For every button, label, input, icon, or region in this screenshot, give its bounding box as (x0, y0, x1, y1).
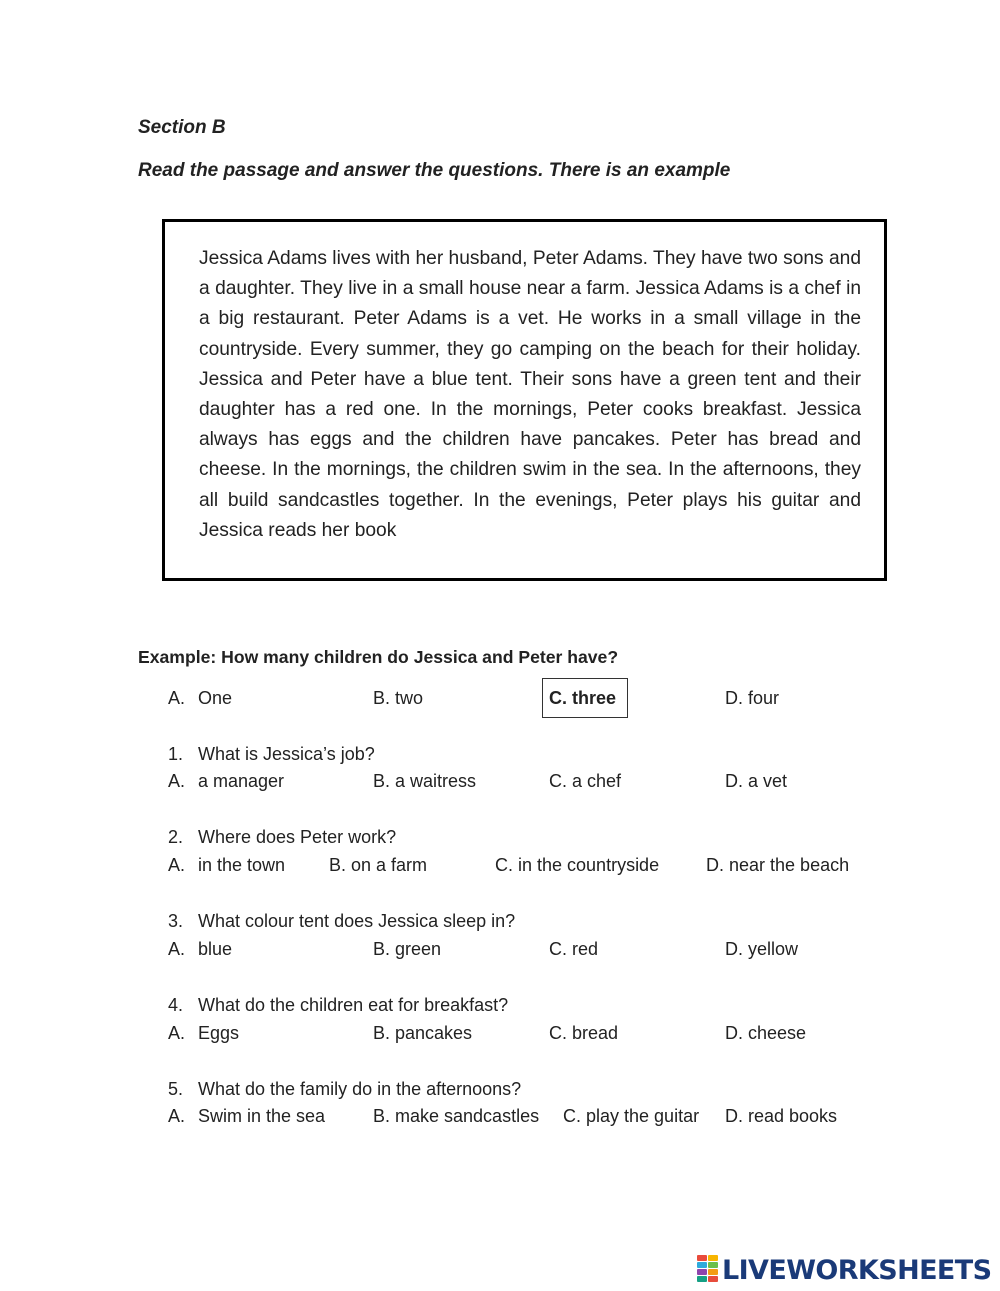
option-letter: A. (168, 688, 186, 708)
passage-box (162, 219, 887, 581)
example-option-c[interactable]: C. three (549, 688, 617, 708)
q4-option-c[interactable]: C. bread (549, 1023, 619, 1043)
logo-block (697, 1269, 707, 1275)
q1-option-b[interactable]: B. a waitress (373, 771, 477, 791)
option-letter: A. (168, 1106, 186, 1126)
q4-option-a[interactable] (168, 1023, 239, 1044)
q3-option-c[interactable]: C. red (549, 939, 599, 959)
logo-block (708, 1269, 718, 1275)
question-text: What do the children eat for breakfast? (198, 995, 509, 1015)
question-text: What do the family do in the afternoons? (198, 1079, 522, 1099)
logo-block (697, 1255, 707, 1261)
q5-option-d[interactable]: D. read books (725, 1106, 838, 1126)
q3-option-d[interactable]: D. yellow (725, 939, 799, 959)
question-2 (168, 827, 396, 848)
q3-option-a[interactable] (168, 939, 232, 960)
section-title: Section B (138, 117, 226, 138)
question-number: 2. (168, 827, 184, 847)
question-3 (168, 911, 515, 932)
logo-block (708, 1262, 718, 1268)
q2-option-d[interactable]: D. near the beach (706, 855, 850, 875)
liveworksheets-logo-icon (697, 1255, 719, 1285)
logo-block (697, 1262, 707, 1268)
passage-text: Jessica Adams lives with her husband, Peter Adams. They have two sons and a daughter. They live in a small house near a farm. Jessica Adams is a chef in a big restaurant. Peter Adams is a vet. He works in a small village in the countryside. Every summer, they go camping on the beach for their holiday. Jessica and Peter have a blue tent. Their sons have a green tent and their daughter has a red one. In the mornings, Peter cooks breakfast. Jessica always has eggs and the children have pancakes. Peter has bread and cheese. In the mornings, the children swim in the sea. In the afternoons, they all build sandcastles together. In the evenings, Peter plays his guitar and Jessica reads her book (199, 248, 861, 541)
logo-text: LIVEWORKSHEETS (722, 1254, 992, 1286)
example-option-d[interactable]: D. four (725, 688, 780, 708)
question-number: 1. (168, 744, 184, 764)
option-letter: A. (168, 855, 186, 875)
q2-option-c[interactable]: C. in the countryside (495, 855, 660, 875)
option-letter: A. (168, 939, 186, 959)
example-option-b[interactable]: B. two (373, 688, 424, 708)
option-text: Eggs (198, 1023, 240, 1043)
question-number: 4. (168, 995, 184, 1015)
question-text: Where does Peter work? (198, 827, 397, 847)
q2-option-a[interactable] (168, 855, 285, 876)
example-question: Example: How many children do Jessica and Peter have? (138, 647, 619, 667)
logo-block (697, 1276, 707, 1282)
question-number: 3. (168, 911, 184, 931)
question-1 (168, 744, 375, 765)
q5-option-c[interactable]: C. play the guitar (563, 1106, 700, 1126)
question-number: 5. (168, 1079, 184, 1099)
option-text: a manager (198, 771, 285, 791)
question-text: What is Jessica’s job? (198, 744, 375, 764)
liveworksheets-logo (697, 1254, 991, 1286)
question-text: What colour tent does Jessica sleep in? (198, 911, 516, 931)
q1-option-c[interactable]: C. a chef (549, 771, 622, 791)
question-4 (168, 995, 508, 1016)
question-5 (168, 1079, 521, 1100)
option-text: in the town (198, 855, 286, 875)
q4-option-b[interactable]: B. pancakes (373, 1023, 473, 1043)
option-letter: A. (168, 1023, 186, 1043)
q1-option-a[interactable] (168, 771, 284, 792)
option-text: One (198, 688, 233, 708)
q1-option-d[interactable]: D. a vet (725, 771, 788, 791)
q2-option-b[interactable]: B. on a farm (329, 855, 428, 875)
logo-block (708, 1276, 718, 1282)
q5-option-a[interactable] (168, 1106, 325, 1127)
q5-option-b[interactable]: B. make sandcastles (373, 1106, 540, 1126)
logo-block (708, 1255, 718, 1261)
instructions: Read the passage and answer the questions. There is an example (138, 160, 731, 181)
option-text: Swim in the sea (198, 1106, 326, 1126)
q3-option-b[interactable]: B. green (373, 939, 442, 959)
option-letter: A. (168, 771, 186, 791)
option-text: blue (198, 939, 233, 959)
q4-option-d[interactable]: D. cheese (725, 1023, 807, 1043)
example-option-a[interactable] (168, 688, 232, 709)
